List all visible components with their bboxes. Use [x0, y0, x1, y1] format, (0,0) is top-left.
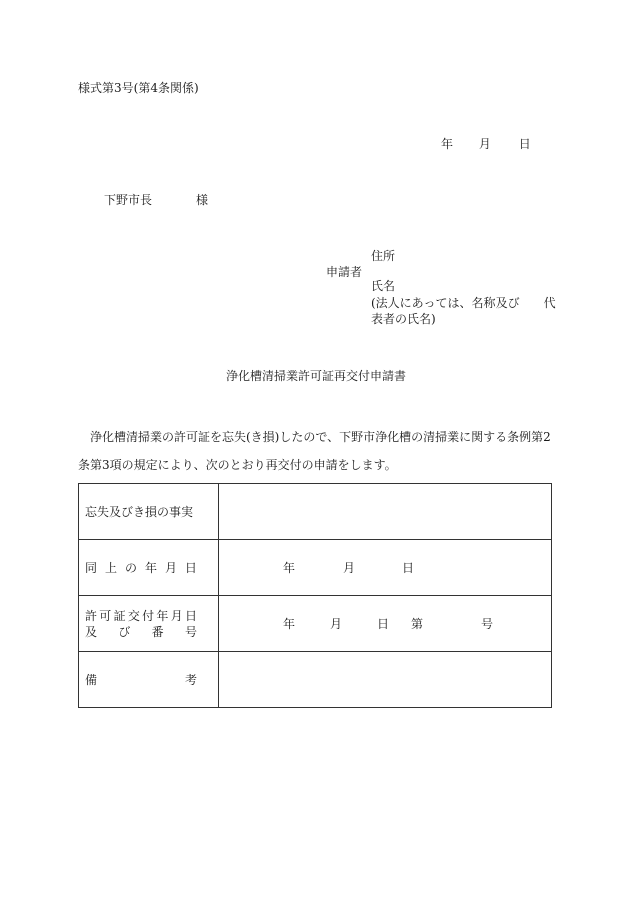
permit-issue-label: 許 可 証 交 付 年 月 日 及 び 番 号: [79, 596, 219, 652]
loss-damage-fact-value: [219, 484, 552, 540]
table-row: [79, 484, 552, 540]
row2-year: 年: [283, 560, 296, 575]
document-title: 浄化槽清掃業許可証再交付申請書: [226, 369, 407, 383]
addressee-name: 下野市長: [104, 193, 153, 207]
loss-damage-fact-label: 忘失及びき損の事実: [79, 484, 219, 540]
date-month: 月: [478, 137, 491, 151]
date-year: 年: [441, 137, 454, 151]
applicant-note-line1: (法人にあっては、名称及び 代: [371, 296, 556, 310]
row3-gou: 号: [481, 616, 494, 631]
table-row: [79, 652, 552, 708]
table-row: [79, 596, 552, 652]
row3-day: 日: [377, 616, 390, 631]
remarks-label: 備 考: [79, 652, 219, 708]
remarks-value: [219, 652, 552, 708]
row3-dai: 第: [411, 616, 424, 631]
addressee-honorific: 様: [196, 193, 209, 207]
form-number: 様式第3号(第4条関係): [78, 81, 199, 95]
applicant-note-line2: 表者の氏名): [371, 312, 436, 326]
table-row: [79, 540, 552, 596]
row3-year: 年: [283, 616, 296, 631]
permit-issue-value: [219, 596, 552, 652]
same-date-label: 同 上 の 年 月 日: [79, 540, 219, 596]
applicant-name-label: 氏名: [371, 279, 396, 293]
applicant-address-label: 住所: [371, 249, 396, 263]
body-text-line2: 条第3項の規定により、次のとおり再交付の申請をします。: [78, 458, 397, 472]
row3-month: 月: [330, 616, 343, 631]
body-text-line1: 浄化槽清掃業の許可証を忘失(き損)したので、下野市浄化槽の清掃業に関する条例第2: [90, 430, 551, 444]
same-date-value: [219, 540, 552, 596]
date-day: 日: [518, 137, 531, 151]
row2-day: 日: [402, 560, 415, 575]
applicant-label: 申請者: [326, 265, 363, 279]
application-table: [78, 483, 552, 708]
row2-month: 月: [343, 560, 356, 575]
date-line: [441, 136, 531, 152]
